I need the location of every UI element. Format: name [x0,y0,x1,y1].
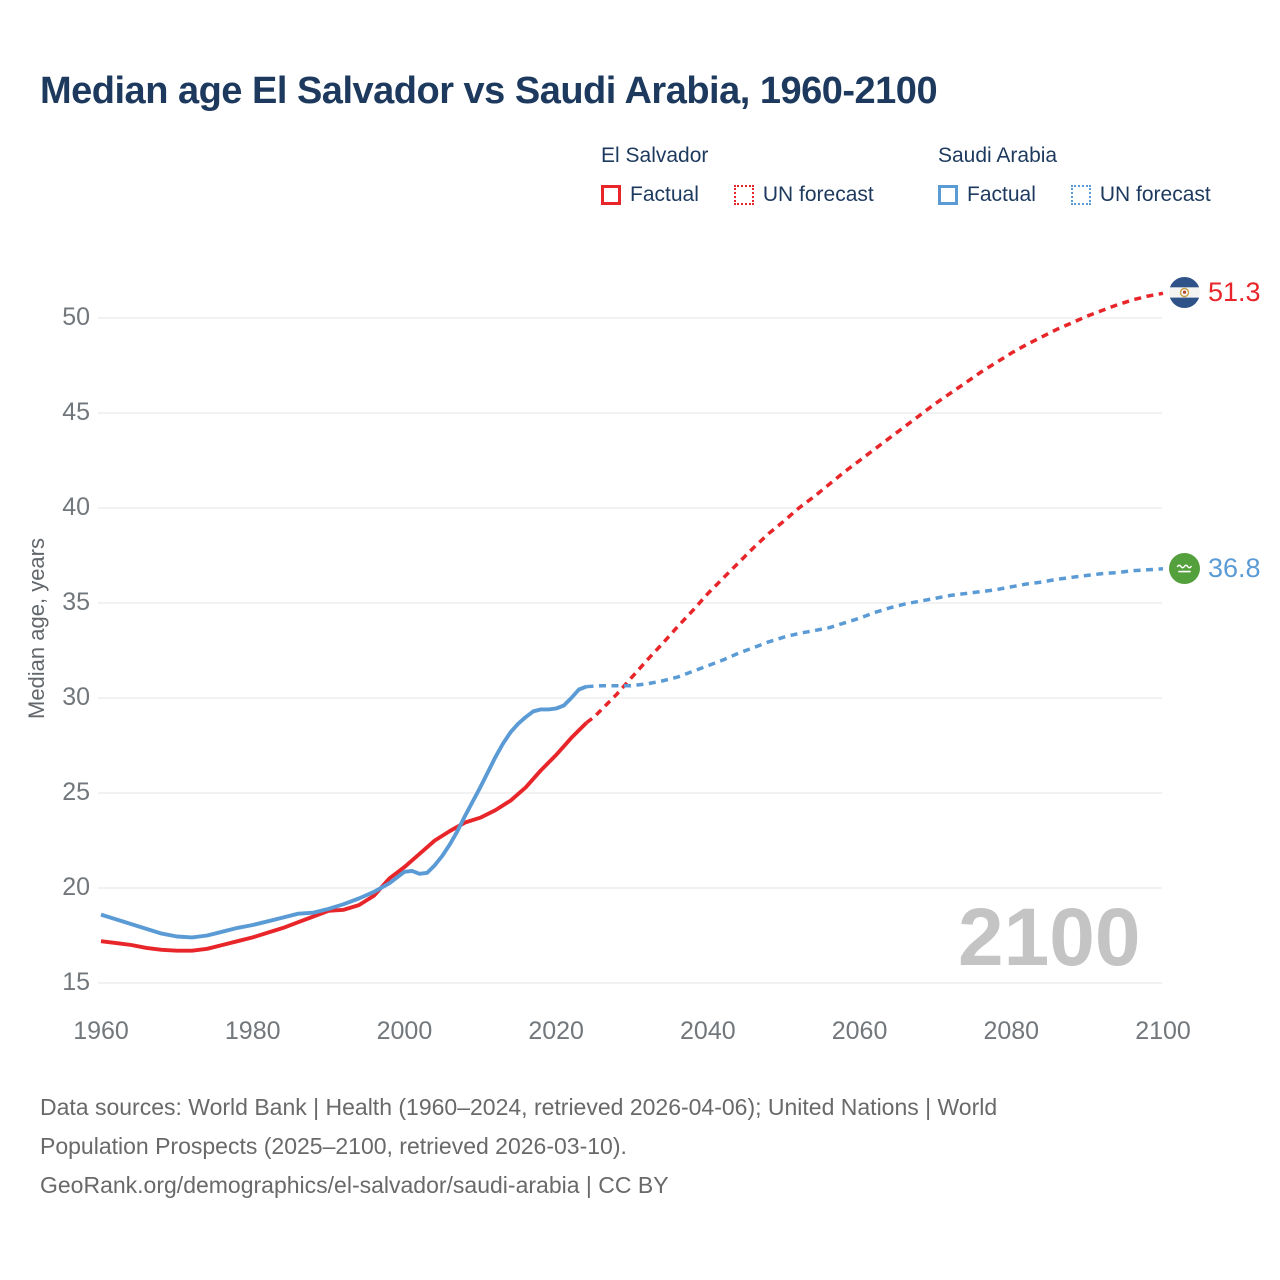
x-tick-label-2080: 2080 [983,1017,1040,1045]
saudi-arabia-flag-icon [1169,553,1200,584]
x-tick-label-2060: 2060 [831,1017,888,1045]
y-tick-label-15: 15 [62,968,90,996]
watermark-year: 2100 [958,892,1141,983]
el-salvador-flag-icon [1169,277,1200,308]
legend-label-el-salvador-factual: Factual [630,183,699,206]
x-tick-label-2100: 2100 [1135,1017,1191,1045]
x-tick-label-2000: 2000 [376,1017,433,1045]
el-salvador-end-value: 51.3 [1208,277,1261,308]
saudi-arabia-forecast-line [587,569,1164,687]
footer-line-2: Population Prospects (2025–2100, retrieved 2026-03-10). [40,1133,627,1159]
x-tick-label-2040: 2040 [680,1017,736,1045]
footer-line-1: Data sources: World Bank | Health (1960–2024, retrieved 2026-04-06); United Nations | World [40,1094,998,1120]
x-tick-label-1960: 1960 [73,1017,129,1045]
el-salvador-factual-line [101,723,587,951]
y-tick-label-35: 35 [62,588,90,616]
legend-title-saudi-arabia: Saudi Arabia [938,144,1058,167]
legend-label-saudi-arabia-factual: Factual [967,183,1036,206]
saudi-arabia-end-label [1169,553,1261,584]
y-tick-label-20: 20 [62,873,90,901]
legend-label-saudi-arabia-forecast: UN forecast [1099,183,1211,206]
legend-title-el-salvador: El Salvador [601,144,709,167]
saudi-arabia-factual-line [101,687,587,938]
y-tick-label-25: 25 [62,778,90,806]
x-tick-label-2020: 2020 [528,1017,584,1045]
footer-attribution-link: GeoRank.org/demographics/el-salvador/saudi-arabia | CC BY [40,1172,669,1198]
y-tick-label-30: 30 [62,683,90,711]
y-tick-label-40: 40 [62,493,90,521]
data-sources-footer [40,1088,997,1205]
saudi-arabia-end-value: 36.8 [1208,552,1261,583]
legend-label-el-salvador-forecast: UN forecast [762,183,874,206]
y-tick-label-50: 50 [62,303,90,331]
page-title: Median age El Salvador vs Saudi Arabia, 1960-2100 [40,70,938,112]
el-salvador-end-label [1169,277,1261,308]
y-axis-title: Median age, years [24,538,49,719]
y-tick-label-45: 45 [62,398,90,426]
x-tick-label-1980: 1980 [224,1017,281,1045]
